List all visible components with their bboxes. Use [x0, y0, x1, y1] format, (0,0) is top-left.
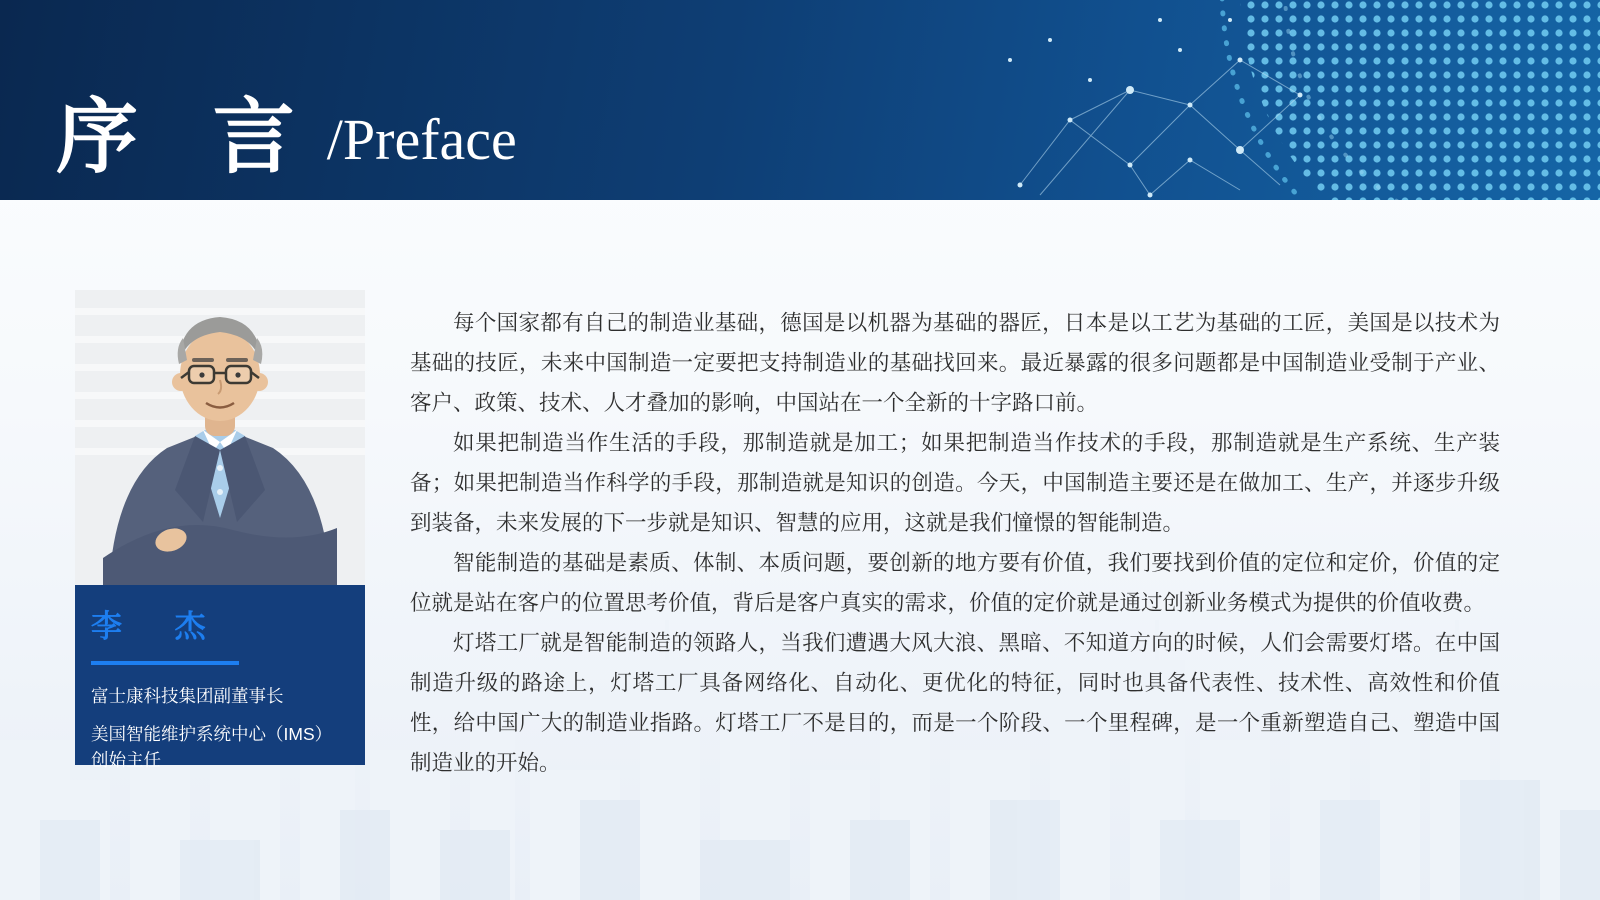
- portrait-illustration: [75, 290, 365, 585]
- speaker-name: 李 杰: [91, 609, 228, 644]
- speaker-photo: [75, 290, 365, 585]
- name-underline: [91, 661, 239, 665]
- preface-paragraph-4: 灯塔工厂就是智能制造的领路人，当我们遭遇大风大浪、黑暗、不知道方向的时候，人们会需要灯塔。在中国制造升级的路途上，灯塔工厂具备网络化、自动化、更优化的特征，同时也具备代表性、技术性、高效性和价值性，给中国广大的制造业指路。灯塔工厂不是目的，而是一个阶段、一个里程碑，是一个重新塑造自己、塑造中国制造业的开始。: [410, 631, 1500, 775]
- page-title-row: [56, 72, 517, 189]
- preface-paragraph-1: 每个国家都有自己的制造业基础，德国是以机器为基础的器匠，日本是以工艺为基础的工匠，美国是以技术为基础的技匠，未来中国制造一定要把支持制造业的基础找回来。最近暴露的很多问题都是中国制造业受制于产业、客户、政策、技术、人才叠加的影响，中国站在一个全新的十字路口前。: [410, 311, 1500, 415]
- preface-paragraph-2: 如果把制造当作生活的手段，那制造就是加工；如果把制造当作技术的手段，那制造就是生产系统、生产装备；如果把制造当作科学的手段，那制造就是知识的创造。今天，中国制造主要还是在做加工、生产，并逐步升级到装备，未来发展的下一步就是知识、智慧的应用，这就是我们憧憬的智能制造。: [410, 431, 1500, 535]
- network-globe-icon: [980, 0, 1600, 200]
- page-subtitle: /Preface: [326, 107, 517, 172]
- speaker-title-1: 富士康科技集团副董事长: [91, 686, 284, 706]
- speaker-title-2: 美国智能维护系统中心（IMS）创始主任: [91, 724, 333, 770]
- header-banner: [0, 0, 1600, 200]
- speaker-card: [75, 585, 365, 770]
- page-title: 序 言: [56, 92, 321, 183]
- preface-paragraph-3: 智能制造的基础是素质、体制、本质问题，要创新的地方要有价值，我们要找到价值的定位和定价，价值的定位就是站在客户的位置思考价值，背后是客户真实的需求，价值的定价就是通过创新业务模式为提供的价值收费。: [410, 551, 1500, 615]
- preface-text: [410, 303, 1500, 783]
